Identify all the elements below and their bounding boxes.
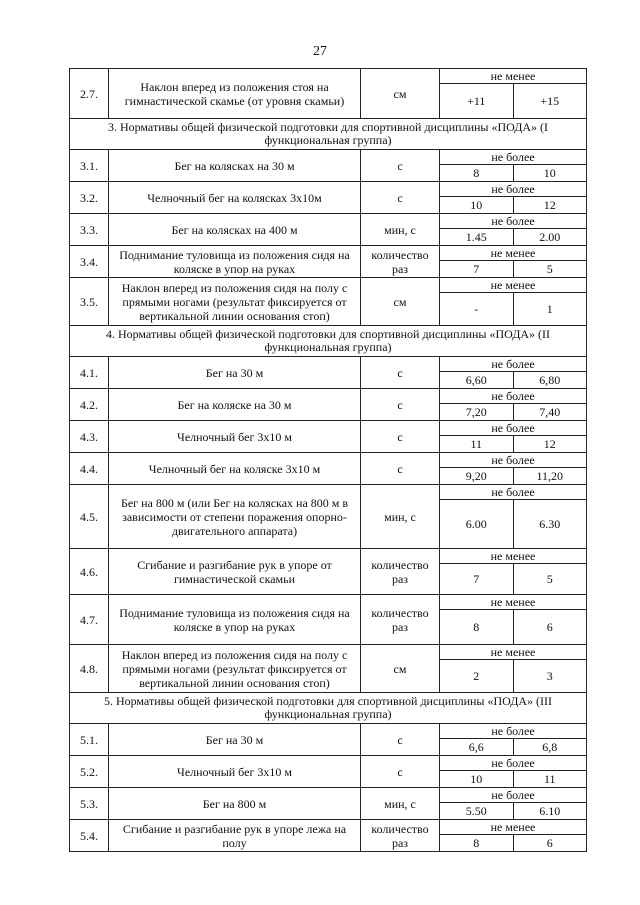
condition-header: не менее	[440, 820, 587, 835]
item-number: 3.1.	[70, 150, 109, 182]
value-cell: 8	[440, 165, 514, 182]
exercise-name: Челночный бег на коляске 3х10 м	[109, 453, 361, 485]
value-cell: 7	[440, 261, 514, 278]
unit-cell: с	[361, 357, 440, 389]
condition-header: не более	[440, 214, 587, 229]
item-number: 3.5.	[70, 278, 109, 326]
value-cell: 1.45	[440, 229, 514, 246]
unit-cell: см	[361, 278, 440, 326]
value-cell: 6,60	[440, 372, 514, 389]
item-number: 4.3.	[70, 421, 109, 453]
exercise-name: Сгибание и разгибание рук в упоре от гимнастической скамьи	[109, 549, 361, 595]
item-number: 5.2.	[70, 756, 109, 788]
condition-header: не более	[440, 182, 587, 197]
value-cell: 6,8	[513, 739, 587, 756]
unit-cell: с	[361, 724, 440, 756]
value-cell: 9,20	[440, 468, 514, 485]
exercise-name: Бег на 800 м	[109, 788, 361, 820]
item-number: 4.5.	[70, 485, 109, 549]
item-number: 4.2.	[70, 389, 109, 421]
item-number: 3.3.	[70, 214, 109, 246]
exercise-name: Поднимание туловища из положения сидя на коляске в упор на руках	[109, 246, 361, 278]
condition-header: не более	[440, 788, 587, 803]
value-cell: 11	[513, 771, 587, 788]
item-number: 4.6.	[70, 549, 109, 595]
condition-header: не более	[440, 453, 587, 468]
value-cell: 1	[513, 293, 587, 326]
unit-cell: количество раз	[361, 549, 440, 595]
exercise-name: Бег на 800 м (или Бег на колясках на 800 м в зависимости от степени поражения опорно-двигательного аппарата)	[109, 485, 361, 549]
exercise-name: Бег на колясках на 30 м	[109, 150, 361, 182]
section-row	[70, 326, 587, 357]
value-cell: 5	[513, 261, 587, 278]
table-row	[70, 453, 587, 468]
condition-header: не более	[440, 756, 587, 771]
condition-header: не менее	[440, 278, 587, 293]
value-cell: 2.00	[513, 229, 587, 246]
value-cell: -	[440, 293, 514, 326]
value-cell: 2	[440, 660, 514, 693]
unit-cell: количество раз	[361, 820, 440, 852]
value-cell: 6.00	[440, 500, 514, 549]
value-cell: 12	[513, 197, 587, 214]
section-heading: 5. Нормативы общей физической подготовки для спортивной дисциплины «ПОДА» (III функциональная группа)	[70, 693, 587, 724]
table-row	[70, 645, 587, 660]
unit-cell: мин, с	[361, 485, 440, 549]
value-cell: 6	[513, 610, 587, 645]
condition-header: не более	[440, 357, 587, 372]
exercise-name: Бег на 30 м	[109, 357, 361, 389]
table-row	[70, 549, 587, 564]
item-number: 4.8.	[70, 645, 109, 693]
exercise-name: Наклон вперед из положения стоя на гимнастической скамье (от уровня скамьи)	[109, 69, 361, 119]
unit-cell: см	[361, 645, 440, 693]
exercise-name: Челночный бег на колясках 3х10м	[109, 182, 361, 214]
exercise-name: Бег на коляске на 30 м	[109, 389, 361, 421]
condition-header: не менее	[440, 549, 587, 564]
item-number: 2.7.	[70, 69, 109, 119]
item-number: 4.1.	[70, 357, 109, 389]
page-number: 27	[313, 44, 327, 59]
unit-cell: с	[361, 453, 440, 485]
condition-header: не менее	[440, 246, 587, 261]
value-cell: 5	[513, 564, 587, 595]
unit-cell: с	[361, 389, 440, 421]
item-number: 3.4.	[70, 246, 109, 278]
item-number: 4.7.	[70, 595, 109, 645]
value-cell: 7	[440, 564, 514, 595]
condition-header: не более	[440, 150, 587, 165]
exercise-name: Бег на 30 м	[109, 724, 361, 756]
exercise-name: Наклон вперед из положения сидя на полу с прямыми ногами (результат фиксируется от вертикальной линии основания стоп)	[109, 645, 361, 693]
table-row	[70, 485, 587, 500]
exercise-name: Сгибание и разгибание рук в упоре лежа на полу	[109, 820, 361, 852]
value-cell: 11	[440, 436, 514, 453]
item-number: 4.4.	[70, 453, 109, 485]
unit-cell: с	[361, 756, 440, 788]
table-row	[70, 788, 587, 803]
value-cell: 6,80	[513, 372, 587, 389]
unit-cell: с	[361, 182, 440, 214]
condition-header: не более	[440, 485, 587, 500]
value-cell: 8	[440, 610, 514, 645]
standards-table	[69, 68, 587, 852]
table-row	[70, 246, 587, 261]
unit-cell: количество раз	[361, 246, 440, 278]
value-cell: 5.50	[440, 803, 514, 820]
item-number: 3.2.	[70, 182, 109, 214]
table-row	[70, 150, 587, 165]
value-cell: +11	[440, 84, 514, 119]
item-number: 5.1.	[70, 724, 109, 756]
value-cell: 11,20	[513, 468, 587, 485]
value-cell: 7,20	[440, 404, 514, 421]
value-cell: 12	[513, 436, 587, 453]
table-row	[70, 724, 587, 739]
exercise-name: Бег на колясках на 400 м	[109, 214, 361, 246]
table-row	[70, 278, 587, 293]
value-cell: 6	[513, 835, 587, 852]
table-row	[70, 182, 587, 197]
value-cell: 6.10	[513, 803, 587, 820]
condition-header: не более	[440, 389, 587, 404]
section-row	[70, 693, 587, 724]
condition-header: не менее	[440, 645, 587, 660]
unit-cell: с	[361, 421, 440, 453]
table-row	[70, 595, 587, 610]
unit-cell: количество раз	[361, 595, 440, 645]
section-heading: 3. Нормативы общей физической подготовки для спортивной дисциплины «ПОДА» (I функциональная группа)	[70, 119, 587, 150]
table-row	[70, 756, 587, 771]
exercise-name: Наклон вперед из положения сидя на полу с прямыми ногами (результат фиксируется от вертикальной линии основания стоп)	[109, 278, 361, 326]
value-cell: 8	[440, 835, 514, 852]
value-cell: 7,40	[513, 404, 587, 421]
section-row	[70, 119, 587, 150]
unit-cell: см	[361, 69, 440, 119]
value-cell: 6,6	[440, 739, 514, 756]
value-cell: 10	[440, 771, 514, 788]
condition-header: не менее	[440, 595, 587, 610]
unit-cell: с	[361, 150, 440, 182]
table-row	[70, 820, 587, 835]
table-row	[70, 421, 587, 436]
table-row	[70, 357, 587, 372]
section-heading: 4. Нормативы общей физической подготовки для спортивной дисциплины «ПОДА» (II функциональная группа)	[70, 326, 587, 357]
table-row	[70, 214, 587, 229]
exercise-name: Поднимание туловища из положения сидя на коляске в упор на руках	[109, 595, 361, 645]
value-cell: +15	[513, 84, 587, 119]
unit-cell: мин, с	[361, 214, 440, 246]
exercise-name: Челночный бег 3х10 м	[109, 756, 361, 788]
table-row	[70, 69, 587, 84]
value-cell: 10	[440, 197, 514, 214]
value-cell: 6.30	[513, 500, 587, 549]
unit-cell: мин, с	[361, 788, 440, 820]
condition-header: не более	[440, 724, 587, 739]
exercise-name: Челночный бег 3х10 м	[109, 421, 361, 453]
item-number: 5.3.	[70, 788, 109, 820]
value-cell: 10	[513, 165, 587, 182]
value-cell: 3	[513, 660, 587, 693]
condition-header: не более	[440, 421, 587, 436]
condition-header: не менее	[440, 69, 587, 84]
table-row	[70, 389, 587, 404]
item-number: 5.4.	[70, 820, 109, 852]
